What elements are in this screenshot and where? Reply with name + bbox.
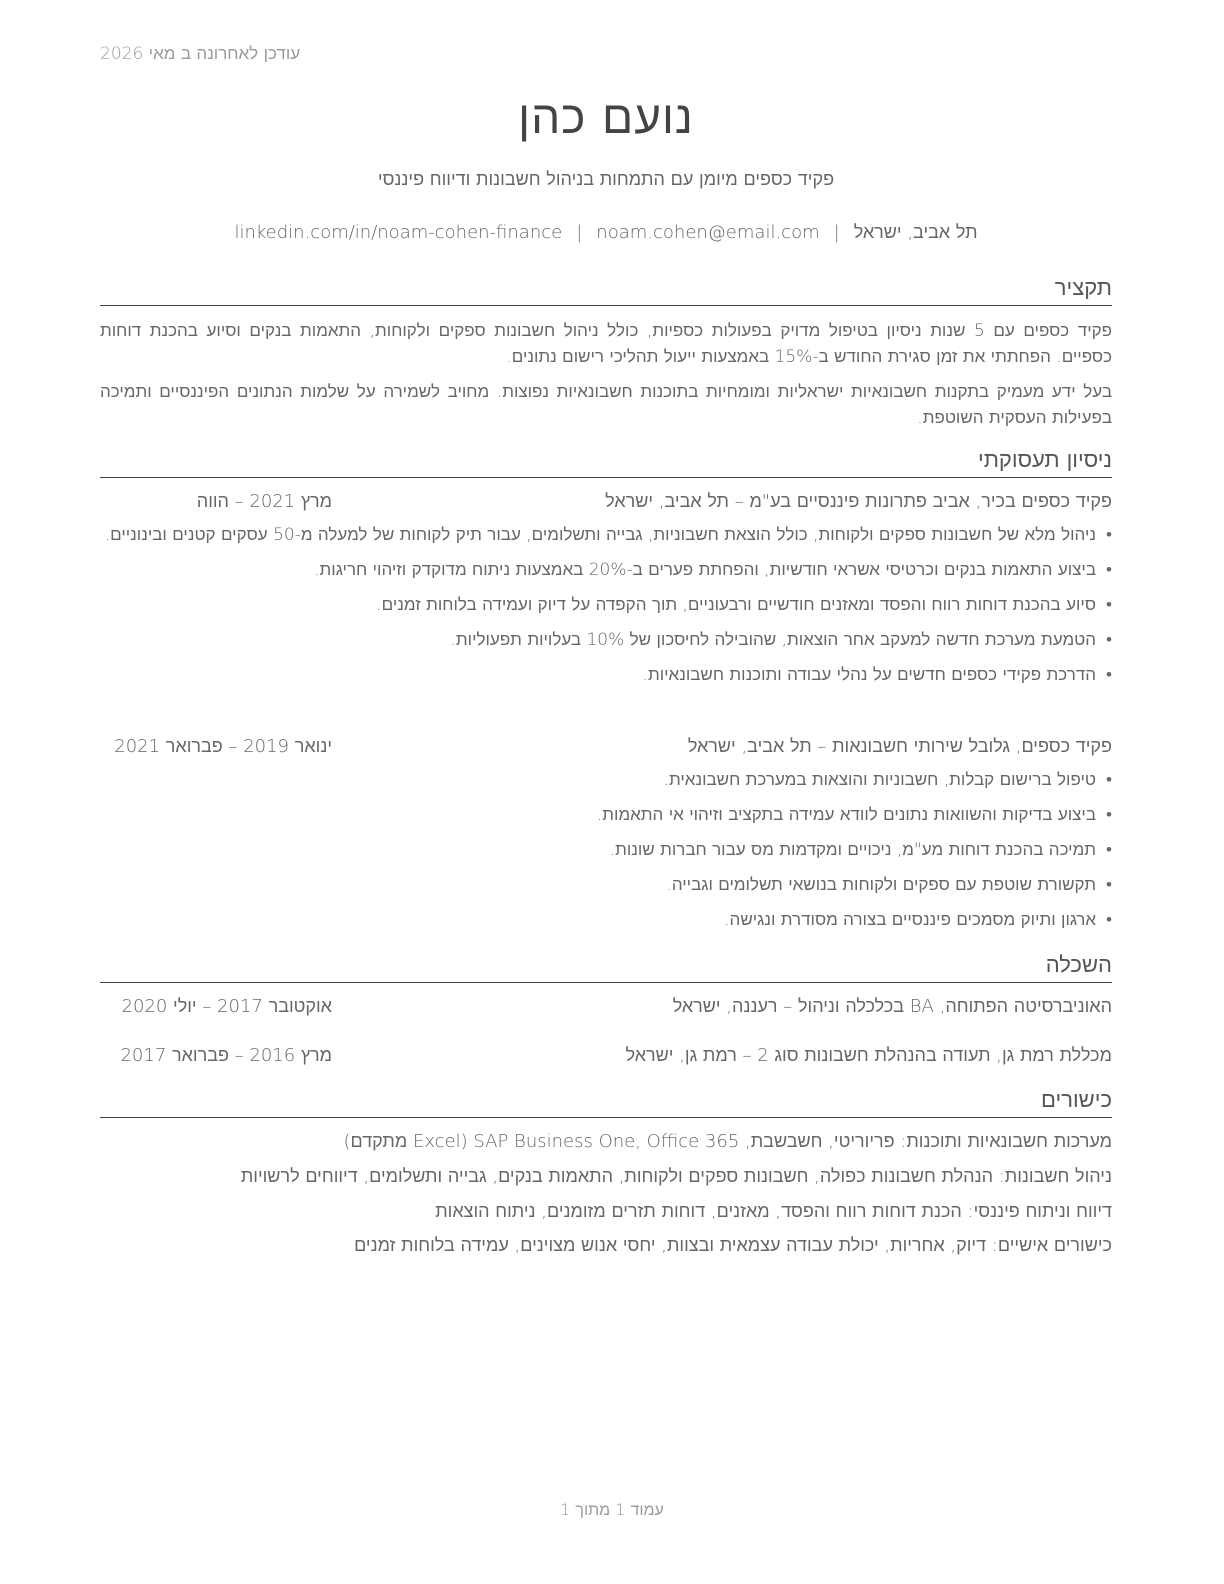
last-updated-note: עודכן לאחרונה ב מאי 2026 (100, 44, 301, 64)
job-bullet-list (100, 522, 1112, 697)
summary-paragraph: פקיד כספים עם 5 שנות ניסיון בטיפול מדויק בפעולות כספיות, כולל ניהול חשבונות ספקים ולקוחות, התאמות בנקים וסיוע בהכנת דוחות כספיים. הפחתתי את זמן סגירת החודש ב-15% באמצעות ייעול תהליכי רישום נתונים. (100, 321, 1113, 367)
job-bullet: • ארגון ותיוק מסמכים פיננסיים בצורה מסודרת ונגישה. (100, 907, 1112, 933)
education-dates: מרץ 2016 – פברואר 2017 (120, 1045, 332, 1066)
page-number: עמוד 1 מתוך 1 (560, 1500, 664, 1519)
contact-email[interactable]: noam.cohen@email.com (596, 222, 820, 243)
education-heading: מכללת רמת גן, תעודה בהנהלת חשבונות סוג 2 – רמת גן, ישראל (625, 1045, 1112, 1066)
experience-section-title: ניסיון תעסוקתי (100, 446, 1112, 478)
summary-section-title: תקציר (100, 274, 1112, 306)
job-bullet: • ביצוע בדיקות והשוואות נתונים לוודא עמידה בתקציב וזיהוי אי התאמות. (100, 802, 1112, 828)
job-title: פקיד כספים בכיר, אביב פתרונות פיננסיים בע"מ – תל אביב, ישראל (605, 491, 1112, 512)
education-section-title: השכלה (100, 951, 1112, 983)
skills-section-title: כישורים (100, 1086, 1112, 1118)
job-bullet: • סיוע בהכנת דוחות רווח והפסד ומאזנים חודשיים ורבעוניים, תוך הקפדה על דיוק ועמידה בלוחות זמנים. (100, 592, 1112, 618)
job-bullet: • ביצוע התאמות בנקים וכרטיסי אשראי חודשיות, והפחתת פערים ב-20% באמצעות ניתוח מדוקדק וזיהוי חריגות. (100, 557, 1112, 583)
skill-line: דיווח וניתוח פיננסי: הכנת דוחות רווח והפסד, מאזנים, דוחות תזרים מזומנים, ניתוח הוצאות (435, 1201, 1112, 1222)
contact-separator: | (833, 222, 840, 243)
job-title: פקיד כספים, גלובל שירותי חשבונאות – תל אביב, ישראל (687, 736, 1112, 757)
contact-linkedin[interactable]: linkedin.com/in/noam-cohen-finance (234, 222, 563, 243)
candidate-name: נועם כהן (518, 90, 694, 144)
education-dates: אוקטובר 2017 – יולי 2020 (121, 996, 332, 1017)
job-bullet-list (100, 767, 1112, 942)
contact-location: תל אביב, ישראל (853, 222, 978, 243)
education-item (100, 1045, 1112, 1071)
contact-separator: | (576, 222, 583, 243)
summary-paragraph: בעל ידע מעמיק בתקנות חשבונאיות ישראליות ומומחיות בתוכנות חשבונאיות נפוצות. מחויב לשמירה על שלמות הנתונים הפיננסיים ותמיכה בפעילות העסקית השוטפת. (100, 382, 1112, 428)
candidate-tagline: פקיד כספים מיומן עם התמחות בניהול חשבונות ודיווח פיננסי (377, 169, 835, 190)
job-heading (100, 736, 1112, 762)
job-bullet: • הטמעת מערכת חדשה למעקב אחר הוצאות, שהובילה לחיסכון של 10% בעלויות תפעוליות. (100, 627, 1112, 653)
job-bullet: • הדרכת פקידי כספים חדשים על נהלי עבודה ותוכנות חשבונאיות. (100, 662, 1112, 688)
job-bullet: • תקשורת שוטפת עם ספקים ולקוחות בנושאי תשלומים וגבייה. (100, 872, 1112, 898)
job-dates: מרץ 2021 – הווה (196, 491, 332, 512)
contact-line (100, 222, 1112, 243)
skill-line: ניהול חשבונות: הנהלת חשבונות כפולה, חשבונות ספקים ולקוחות, התאמות בנקים, גבייה ותשלומים, דיווחים לרשויות (240, 1166, 1112, 1187)
skill-line: מערכות חשבונאיות ותוכנות: פריוריטי, חשבשבת, SAP Business One, Office 365 (Excel מתקדם) (343, 1131, 1112, 1152)
job-dates: ינואר 2019 – פברואר 2021 (114, 736, 332, 757)
job-heading (100, 491, 1112, 517)
skill-line: כישורים אישיים: דיוק, אחריות, יכולת עבודה עצמאית ובצוות, יחסי אנוש מצוינים, עמידה בלוחות זמנים (354, 1235, 1112, 1256)
job-bullet: • ניהול מלא של חשבונות ספקים ולקוחות, כולל הוצאת חשבוניות, גבייה ותשלומים, עבור תיק לקוחות של למעלה מ-50 עסקים קטנים ובינוניים. (100, 522, 1112, 548)
job-bullet: • תמיכה בהכנת דוחות מע"מ, ניכויים ומקדמות מס עבור חברות שונות. (100, 837, 1112, 863)
job-bullet: • טיפול ברישום קבלות, חשבוניות והוצאות במערכת חשבונאית. (100, 767, 1112, 793)
education-heading: האוניברסיטה הפתוחה, BA בכלכלה וניהול – רעננה, ישראל (672, 996, 1112, 1017)
education-item (100, 996, 1112, 1022)
